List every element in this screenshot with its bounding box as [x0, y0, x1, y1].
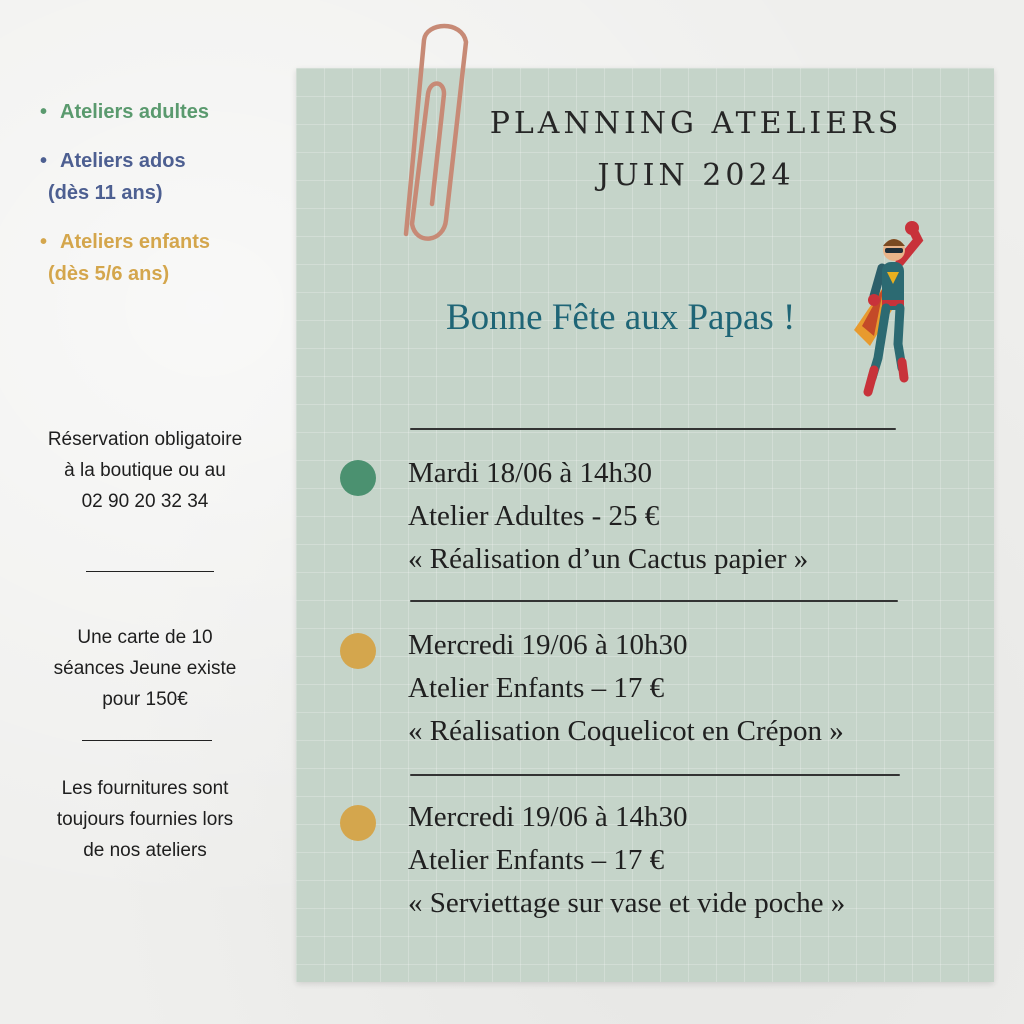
- info-line: Les fournitures sont: [61, 778, 229, 799]
- atelier-enfants-dot: [340, 805, 376, 841]
- event-item: [408, 624, 844, 753]
- superhero-illustration: [844, 218, 934, 408]
- event-type: Atelier Adultes - 25 €: [408, 500, 660, 532]
- legend: [40, 96, 290, 307]
- divider: [86, 571, 214, 572]
- event-date: Mardi 18/06 à 14h30: [408, 457, 653, 489]
- divider: [410, 774, 900, 776]
- legend-item-adultes: [40, 96, 290, 128]
- event-title: « Serviettage sur vase et vide poche »: [408, 887, 846, 919]
- legend-label-ados: Ateliers ados: [60, 150, 186, 172]
- event-type: Atelier Enfants – 17 €: [408, 844, 665, 876]
- event-item: [408, 796, 845, 925]
- atelier-enfants-dot: [340, 633, 376, 669]
- atelier-adultes-dot: [340, 460, 376, 496]
- legend-bullet: •: [40, 150, 48, 172]
- greeting-text: Bonne Fête aux Papas !: [446, 297, 796, 338]
- divider: [410, 600, 898, 602]
- legend-label-adultes: Ateliers adultes: [60, 101, 209, 123]
- legend-item-ados: [40, 145, 290, 209]
- page-subtitle: JUIN 2024: [597, 158, 795, 193]
- info-line: séances Jeune existe: [53, 658, 237, 679]
- divider: [410, 428, 896, 430]
- paperclip-icon: [366, 14, 486, 264]
- event-type: Atelier Enfants – 17 €: [408, 672, 665, 704]
- legend-label-enfants: Ateliers enfants: [60, 231, 211, 253]
- info-line: à la boutique ou au: [64, 460, 226, 481]
- carte-info: [20, 622, 270, 715]
- legend-bullet: •: [40, 101, 48, 123]
- page-title: PLANNING ATELIERS: [489, 106, 903, 141]
- info-line: de nos ateliers: [83, 840, 207, 861]
- event-date: Mercredi 19/06 à 14h30: [408, 801, 688, 833]
- event-date: Mercredi 19/06 à 10h30: [408, 629, 688, 661]
- event-title: « Réalisation d’un Cactus papier »: [408, 543, 809, 575]
- event-item: [408, 452, 808, 581]
- reservation-info: [20, 424, 270, 517]
- legend-sub-enfants: (dès 5/6 ans): [48, 263, 170, 285]
- info-line: toujours fournies lors: [56, 809, 234, 830]
- legend-sub-ados: (dès 11 ans): [48, 182, 163, 204]
- info-line: pour 150€: [102, 689, 188, 710]
- event-title: « Réalisation Coquelicot en Crépon »: [408, 715, 844, 747]
- legend-item-enfants: [40, 226, 290, 290]
- fournitures-info: [20, 773, 270, 866]
- legend-bullet: •: [40, 231, 48, 253]
- divider: [82, 740, 212, 741]
- info-line: Une carte de 10: [77, 627, 213, 648]
- phone-number: 02 90 20 32 34: [81, 491, 209, 512]
- info-line: Réservation obligatoire: [47, 429, 243, 450]
